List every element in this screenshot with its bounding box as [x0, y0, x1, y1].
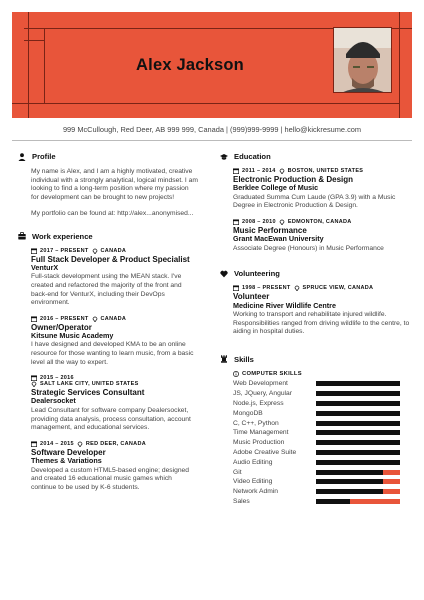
volunteering-section-title — [220, 269, 410, 278]
skill-name: Web Development — [233, 380, 288, 388]
education-entry-degree: Music Performance — [233, 225, 307, 235]
skill-level-bar — [316, 421, 400, 426]
briefcase-icon — [18, 232, 26, 240]
volunteering-entry-location: SPRUCE VIEW, CANADA — [302, 285, 374, 292]
education-entry — [233, 219, 410, 253]
work-entry — [31, 248, 198, 308]
skill-level-fill — [316, 411, 400, 416]
skill-name: Adobe Creative Suite — [233, 448, 297, 456]
work-section-title — [18, 232, 198, 241]
education-entry-degree: Electronic Production & Design — [233, 175, 354, 184]
education-entry-school: Berklee College of Music — [233, 183, 319, 193]
header-divider — [12, 140, 412, 141]
work-entry-role: Software Developer — [31, 447, 106, 457]
skill-level-fill — [316, 489, 383, 494]
skill-level-fill — [316, 470, 383, 475]
education-entry-desc: Associate Degree (Honours) in Music Performance — [233, 244, 384, 252]
skills-title: Skills — [234, 354, 254, 364]
location-pin-icon — [279, 168, 285, 174]
skills-section-title — [220, 355, 410, 364]
skill-name: Git — [233, 468, 242, 476]
right-column — [220, 152, 410, 506]
skill-level-fill — [316, 401, 400, 406]
work-title: Work experience — [32, 231, 93, 241]
location-pin-icon — [77, 441, 83, 447]
skills-group-label: COMPUTER SKILLS — [242, 370, 302, 377]
left-column — [18, 152, 198, 500]
header-line-right — [399, 12, 400, 118]
profile-paragraph: My name is Alex, and I am a highly motivated, creative individual with a strongly analytical, logical mindset. I am looking to find a long-term position where my passion for development can be brought to new projects! — [31, 168, 198, 202]
skill-row — [233, 477, 410, 487]
volunteering-entry-org: Medicine River Wildlife Centre — [233, 300, 336, 310]
skill-name: Video Editing — [233, 478, 273, 486]
skills-list — [220, 379, 410, 506]
skill-level-fill — [316, 479, 383, 484]
location-pin-icon — [92, 316, 98, 322]
work-entry-location: RED DEER, CANADA — [85, 440, 146, 447]
work-entry-location: SALT LAKE CITY, UNITED STATES — [40, 381, 139, 388]
skill-level-fill — [316, 430, 400, 435]
heart-icon — [220, 270, 228, 278]
skill-name: Audio Editing — [233, 458, 273, 466]
work-entry-org: Kitsune Music Academy — [31, 330, 114, 340]
work-entry — [31, 375, 198, 433]
graduation-cap-icon — [220, 153, 228, 161]
skill-level-fill — [316, 440, 400, 445]
candidate-name: Alex Jackson — [136, 56, 244, 74]
location-pin-icon — [279, 219, 285, 225]
work-entry-dates: 2014 – 2015 — [40, 440, 74, 447]
work-entry — [31, 441, 198, 493]
skill-row — [233, 408, 410, 418]
skill-level-bar — [316, 450, 400, 455]
skill-level-fill — [316, 499, 350, 504]
skill-level-fill — [316, 450, 400, 455]
header-line-left-2 — [44, 28, 45, 103]
education-entry — [233, 168, 410, 211]
location-pin-icon — [31, 381, 37, 387]
skill-row — [233, 497, 410, 507]
portfolio-paragraph: My portfolio can be found at: http://alex...anonymised... — [31, 209, 194, 217]
education-entry-dates: 2008 – 2010 — [242, 218, 276, 225]
calendar-icon — [31, 248, 37, 254]
skill-row — [233, 389, 410, 399]
volunteering-entry-role: Volunteer — [233, 292, 270, 302]
work-entry-role: Strategic Services Consultant — [31, 388, 145, 398]
skill-level-bar — [316, 440, 400, 445]
work-entry-location: CANADA — [100, 247, 127, 254]
skill-name: JS, JQuery, Angular — [233, 390, 292, 398]
skill-level-bar — [316, 401, 400, 406]
skill-row — [233, 379, 410, 389]
skill-level-fill — [316, 460, 400, 465]
work-entry-role: Full Stack Developer & Product Specialist — [31, 254, 190, 264]
contact-line: 999 McCullough, Red Deer, AB 999 999, Canada | (999)999-9999 | hello@kickresume.com — [62, 125, 362, 134]
info-icon — [233, 371, 239, 377]
work-entry-desc: Developed a custom HTML5-based engine; designed and created 16 educational music games which continue to be used by K-6 students. — [31, 466, 189, 491]
header-line-left-1 — [28, 12, 29, 118]
calendar-icon — [31, 316, 37, 322]
work-entry-desc: I have designed and developed KMA to be an online resource for those wanting to learn music, from a basic level all the way to expert. — [31, 341, 194, 366]
work-entry-dates: 2015 – 2016 — [40, 375, 74, 382]
work-entry-dates: 2017 – PRESENT — [40, 247, 89, 254]
work-entry-desc: Full-stack development using the MEAN stack. I've created and refactored the majority of the front and back-end for VenturX, including their DevOps environment. — [31, 273, 182, 307]
chess-icon — [220, 355, 228, 363]
profile-section-title — [18, 152, 198, 161]
skill-name: Sales — [233, 497, 250, 505]
work-entry-org: Dealersocket — [31, 396, 76, 406]
skill-level-bar — [316, 391, 400, 396]
education-title: Education — [234, 152, 271, 161]
skill-level-bar — [316, 460, 400, 465]
work-entry-desc: Lead Consultant for software company Dealersocket, providing data analysis, process consultation, account management, and educational services. — [31, 407, 191, 432]
skill-level-bar — [316, 411, 400, 416]
volunteering-title: Volunteering — [234, 269, 280, 279]
calendar-icon — [233, 168, 239, 174]
location-pin-icon — [294, 285, 300, 291]
skill-level-bar — [316, 479, 400, 484]
work-entry — [31, 316, 198, 368]
skill-level-bar — [316, 470, 400, 475]
skill-name: C, C++, Python — [233, 419, 279, 427]
skill-row — [233, 418, 410, 428]
skill-name: Music Production — [233, 439, 285, 447]
skill-name: Network Admin — [233, 488, 278, 496]
skill-row — [233, 467, 410, 477]
skill-level-bar — [316, 499, 400, 504]
location-pin-icon — [92, 248, 98, 254]
skill-name: Time Management — [233, 429, 289, 437]
work-entry-org: VenturX — [31, 262, 59, 272]
skill-row — [233, 457, 410, 467]
calendar-icon — [31, 441, 37, 447]
education-section-title — [220, 152, 410, 161]
skill-level-fill — [316, 381, 400, 386]
skill-row — [233, 428, 410, 438]
skill-row — [233, 448, 410, 458]
volunteering-entry-dates: 1998 – PRESENT — [242, 285, 291, 292]
skill-level-bar — [316, 430, 400, 435]
skill-level-bar — [316, 381, 400, 386]
profile-title: Profile — [32, 152, 56, 161]
skill-level-fill — [316, 391, 400, 396]
skills-group-title — [233, 371, 410, 377]
education-entry-dates: 2011 – 2014 — [242, 168, 276, 174]
skill-name: Node.js, Express — [233, 399, 284, 407]
work-entry-org: Themes & Variations — [31, 456, 102, 466]
skill-name: MongoDB — [233, 409, 263, 417]
work-entry-location: CANADA — [100, 315, 127, 322]
work-entry-role: Owner/Operator — [31, 322, 92, 332]
header-line-mid — [24, 40, 44, 41]
header-line-bottom — [12, 103, 400, 104]
education-entry-location: EDMONTON, CANADA — [287, 218, 352, 225]
skill-row — [233, 438, 410, 448]
calendar-icon — [233, 219, 239, 225]
education-entry-school: Grant MacEwan University — [233, 234, 324, 244]
profile-photo — [333, 27, 392, 93]
skill-level-fill — [316, 421, 400, 426]
education-entry-desc: Graduated Summa Cum Laude (GPA 3.9) with a Music Degree in Electronic Production & Design. — [233, 193, 396, 210]
education-entry-location: BOSTON, UNITED STATES — [287, 168, 364, 174]
person-icon — [18, 153, 26, 161]
volunteering-entry — [233, 285, 410, 337]
calendar-icon — [233, 285, 239, 291]
volunteering-entry-desc: Working to transport and rehabilitate injured wildlife. Responsibilities ranged from driving wildlife to the centre, to aiding in hospital duties. — [233, 311, 410, 336]
skill-level-bar — [316, 489, 400, 494]
skill-row — [233, 399, 410, 409]
skill-row — [233, 487, 410, 497]
work-entry-dates: 2016 – PRESENT — [40, 315, 89, 322]
